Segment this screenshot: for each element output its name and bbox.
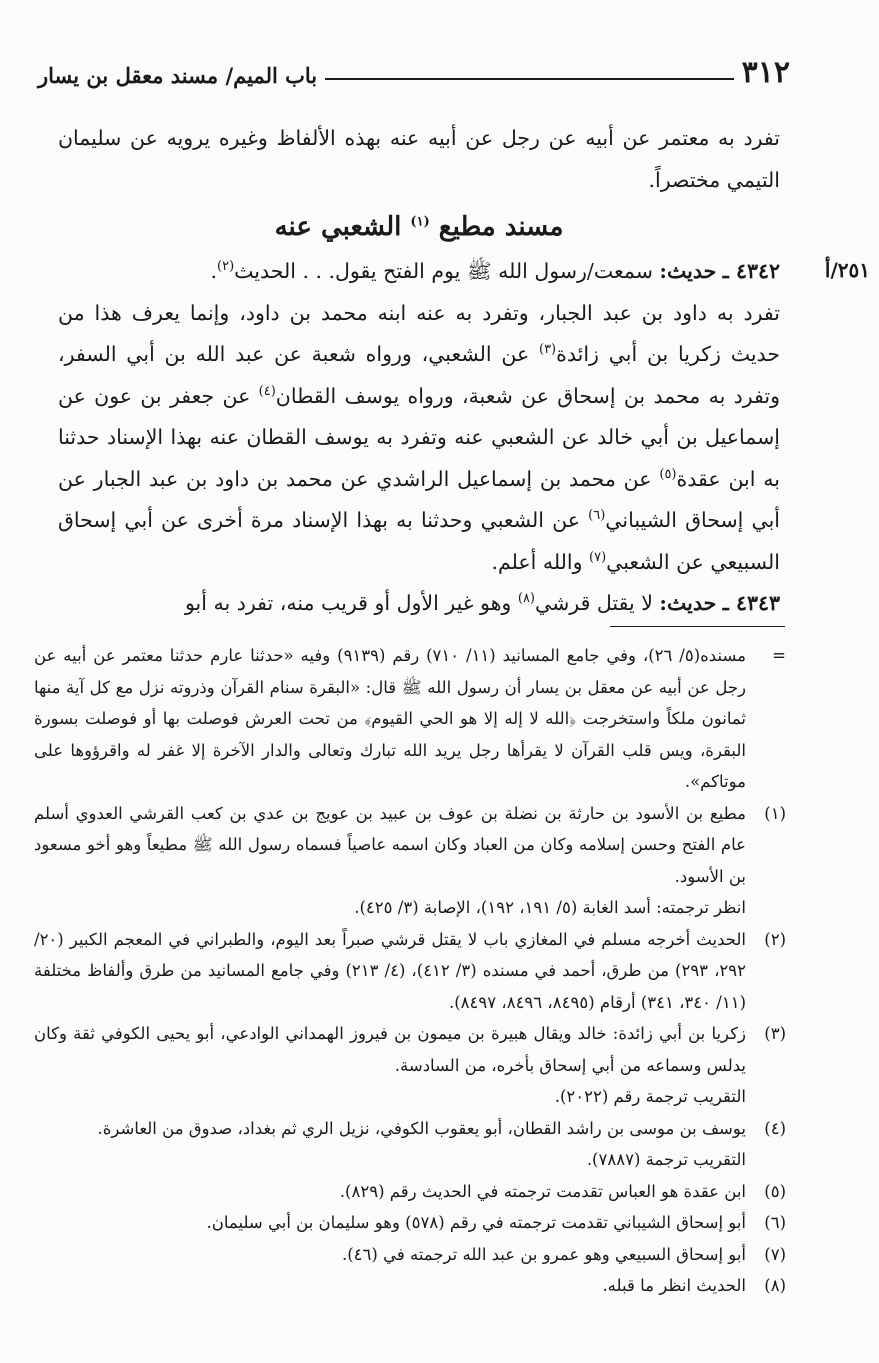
footnote-number: (٢) [764, 929, 786, 949]
footnote-text [34, 1018, 746, 1113]
footnote-text: أبو إسحاق الشيباني تقدمت ترجمته في رقم (٥٧٨) وهو سليمان بن أبي سليمان. [206, 1213, 746, 1232]
hadith-end: . [210, 259, 218, 283]
hadith-text: سمعت/رسول الله ﷺ يوم الفتح يقول. . . الحديث [234, 259, 653, 283]
footnote-number: = [772, 646, 786, 665]
commentary-text: عن الشعبي وحدثنا به بهذا الإسناد مرة أخرى عن أبي إسحاق السبيعي عن الشعبي [58, 508, 780, 574]
section-title-part-a: مسند مطيع [438, 212, 564, 242]
footnote-text: ابن عقدة هو العباس تقدمت ترجمته في الحديث رقم (٨٢٩). [339, 1181, 746, 1201]
chapter-title: باب الميم/ مسند معقل بن يسار [38, 63, 318, 88]
commentary-text: عن جعفر بن عون عن إسماعيل بن أبي خالد عن الشعبي عنه وتفرد به يوسف القطان عنه بهذا الإسناد حدثنا به ابن عقدة [58, 383, 780, 491]
footnote-item [34, 1113, 786, 1176]
hadith-4342 [58, 251, 780, 293]
footnote-number: (٦) [764, 1213, 786, 1232]
footnote-item [34, 1018, 786, 1113]
commentary-text: عن الشعبي، ورواه شعبة عن عبد الله بن أبي السفر، وتفرد به محمد بن إسحاق عن شعبة، ورواه يوسف القطان [58, 342, 780, 408]
page-number: ٣١٢ [741, 55, 790, 90]
footnote-text [34, 798, 746, 924]
hadith-text: لا يقتل قرشي [535, 591, 653, 615]
footnote-body: يوسف بن موسى بن راشد القطان، أبو يعقوب الكوفي، نزيل الري ثم بغداد، صدوق من العاشرة. [97, 1118, 746, 1138]
footnotes [34, 640, 786, 1302]
footnote-ref: (٧) [589, 549, 607, 565]
commentary-text: والله أعلم. [491, 549, 583, 574]
hadith-label: حديث: [659, 591, 717, 615]
footnote-body: مطيع بن الأسود بن حارثة بن نضلة بن عوف بن عبيد بن عويج بن عدي بن كعب القرشي العدوي أسلم عام الفتح وحسن إسلامه وكان من العباد وكان اسمه عاصياً فسماه رسول الله ﷺ مطيعاً وهو أخو مسعود بن الأسود. [34, 803, 747, 886]
page-header [38, 44, 790, 88]
footnote-item [34, 1176, 786, 1208]
footnote-item [34, 1270, 786, 1302]
footnote-text: الحديث انظر ما قبله. [602, 1276, 746, 1295]
hadith-4343 [58, 583, 780, 625]
footnote-ref: (٨) [517, 591, 535, 607]
commentary-paragraph [58, 293, 780, 584]
hadith-label: حديث: [659, 259, 717, 283]
footnote-text: الحديث أخرجه مسلم في المغازي باب لا يقتل قرشي صبراً بعد اليوم، والطبراني في المعجم الكبير (٢٠/ ٢٩٢، ٢٩٣) من طرق، أحمد في مسنده (٣/ ٤١٢)، (٤/ ٢١٣) وفي جامع المسانيد من طرق وألفاظ مختلفة (١١/ ٣٤٠، ٣٤١) أرقام (٨٤٩٥، ٨٤٩٦، ٨٤٩٧). [34, 929, 746, 1012]
hadith-number: ٤٣٤٣ ـ [722, 591, 780, 615]
footnote-source: انظر ترجمته: أسد الغابة (٥/ ١٩١، ١٩٢)، الإصابة (٣/ ٤٢٥). [354, 898, 746, 917]
footnote-number: (٥) [764, 1181, 786, 1201]
footnote-number: (١) [764, 803, 786, 823]
footnote-item [34, 798, 786, 924]
footnote-separator [610, 626, 785, 627]
footnote-item [34, 924, 786, 1019]
footnote-item [34, 1207, 786, 1239]
footnote-item [34, 640, 786, 798]
footnote-ref: (٥) [659, 466, 677, 482]
footnote-source: التقريب ترجمة (٧٨٨٧). [586, 1150, 746, 1169]
footnote-number: (٨) [764, 1276, 786, 1295]
footnote-ref: (١) [410, 214, 430, 230]
hadith-number: ٤٣٤٢ ـ [722, 259, 780, 283]
main-text [58, 118, 780, 625]
header-rule [325, 78, 734, 80]
intro-paragraph: تفرد به معتمر عن أبيه عن رجل عن أبيه عنه بهذه الألفاظ وغيره يرويه عن سليمان التيمي مختصراً. [58, 126, 780, 192]
folio-margin-note: ٢٥١/أ [824, 258, 870, 282]
footnote-text: مسنده(٥/ ٢٦)، وفي جامع المسانيد (١١/ ٧١٠) رقم (٩١٣٩) وفيه «حدثنا عارم حدثنا معتمر عن أبيه عن رجل عن أبيه عن معقل بن يسار أن رسول الله ﷺ قال: «البقرة سنام القرآن وذروته نزل مع كل آية منها ثمانون ملكاً واستخرجت ﴿الله لا إله إلا هو الحي القيوم﴾ من تحت العرش فوصلت بها أو فوصلت بسورة البقرة، ويس قلب القرآن لا يقرأها رجل يريد الله تبارك وتعالى والدار الآخرة إلا غفر له واقرؤوها على موتاكم». [34, 646, 746, 791]
footnote-text: أبو إسحاق السبيعي وهو عمرو بن عبد الله ترجمته في (٤٦). [341, 1244, 746, 1264]
footnote-number: (٧) [764, 1244, 786, 1264]
footnote-number: (٣) [764, 1024, 786, 1043]
footnote-source: التقريب ترجمة رقم (٢٠٢٢). [554, 1087, 746, 1106]
hadith-rest: وهو غير الأول أو قريب منه، تفرد به أبو [184, 591, 512, 615]
footnote-item [34, 1239, 786, 1271]
section-title [58, 205, 780, 249]
commentary-text: تفرد به داود بن عبد الجبار، وتفرد به عنه ابنه محمد بن داود، وإنما يعرف هذا من حديث زكريا بن أبي زائدة [58, 300, 780, 366]
footnote-number: (٤) [764, 1118, 786, 1138]
footnote-body: زكريا بن أبي زائدة: خالد ويقال هبيرة بن ميمون بن فيروز الهمداني الوادعي، أبو يحيى الكوفي ثقة وكان يدلس وسماعه من أبي إسحاق بأخره، من السادسة. [34, 1024, 746, 1075]
footnote-ref: (٣) [538, 342, 557, 358]
footnote-text [34, 1113, 746, 1176]
footnote-ref: (٤) [258, 383, 276, 399]
commentary-text: عن محمد بن إسماعيل الراشدي عن محمد بن داود بن عبد الجبار عن أبي إسحاق الشيباني [58, 466, 780, 532]
footnote-ref: (٦) [588, 508, 606, 524]
section-title-part-b: الشعبي عنه [274, 212, 402, 242]
footnote-ref: (٢) [217, 259, 235, 275]
